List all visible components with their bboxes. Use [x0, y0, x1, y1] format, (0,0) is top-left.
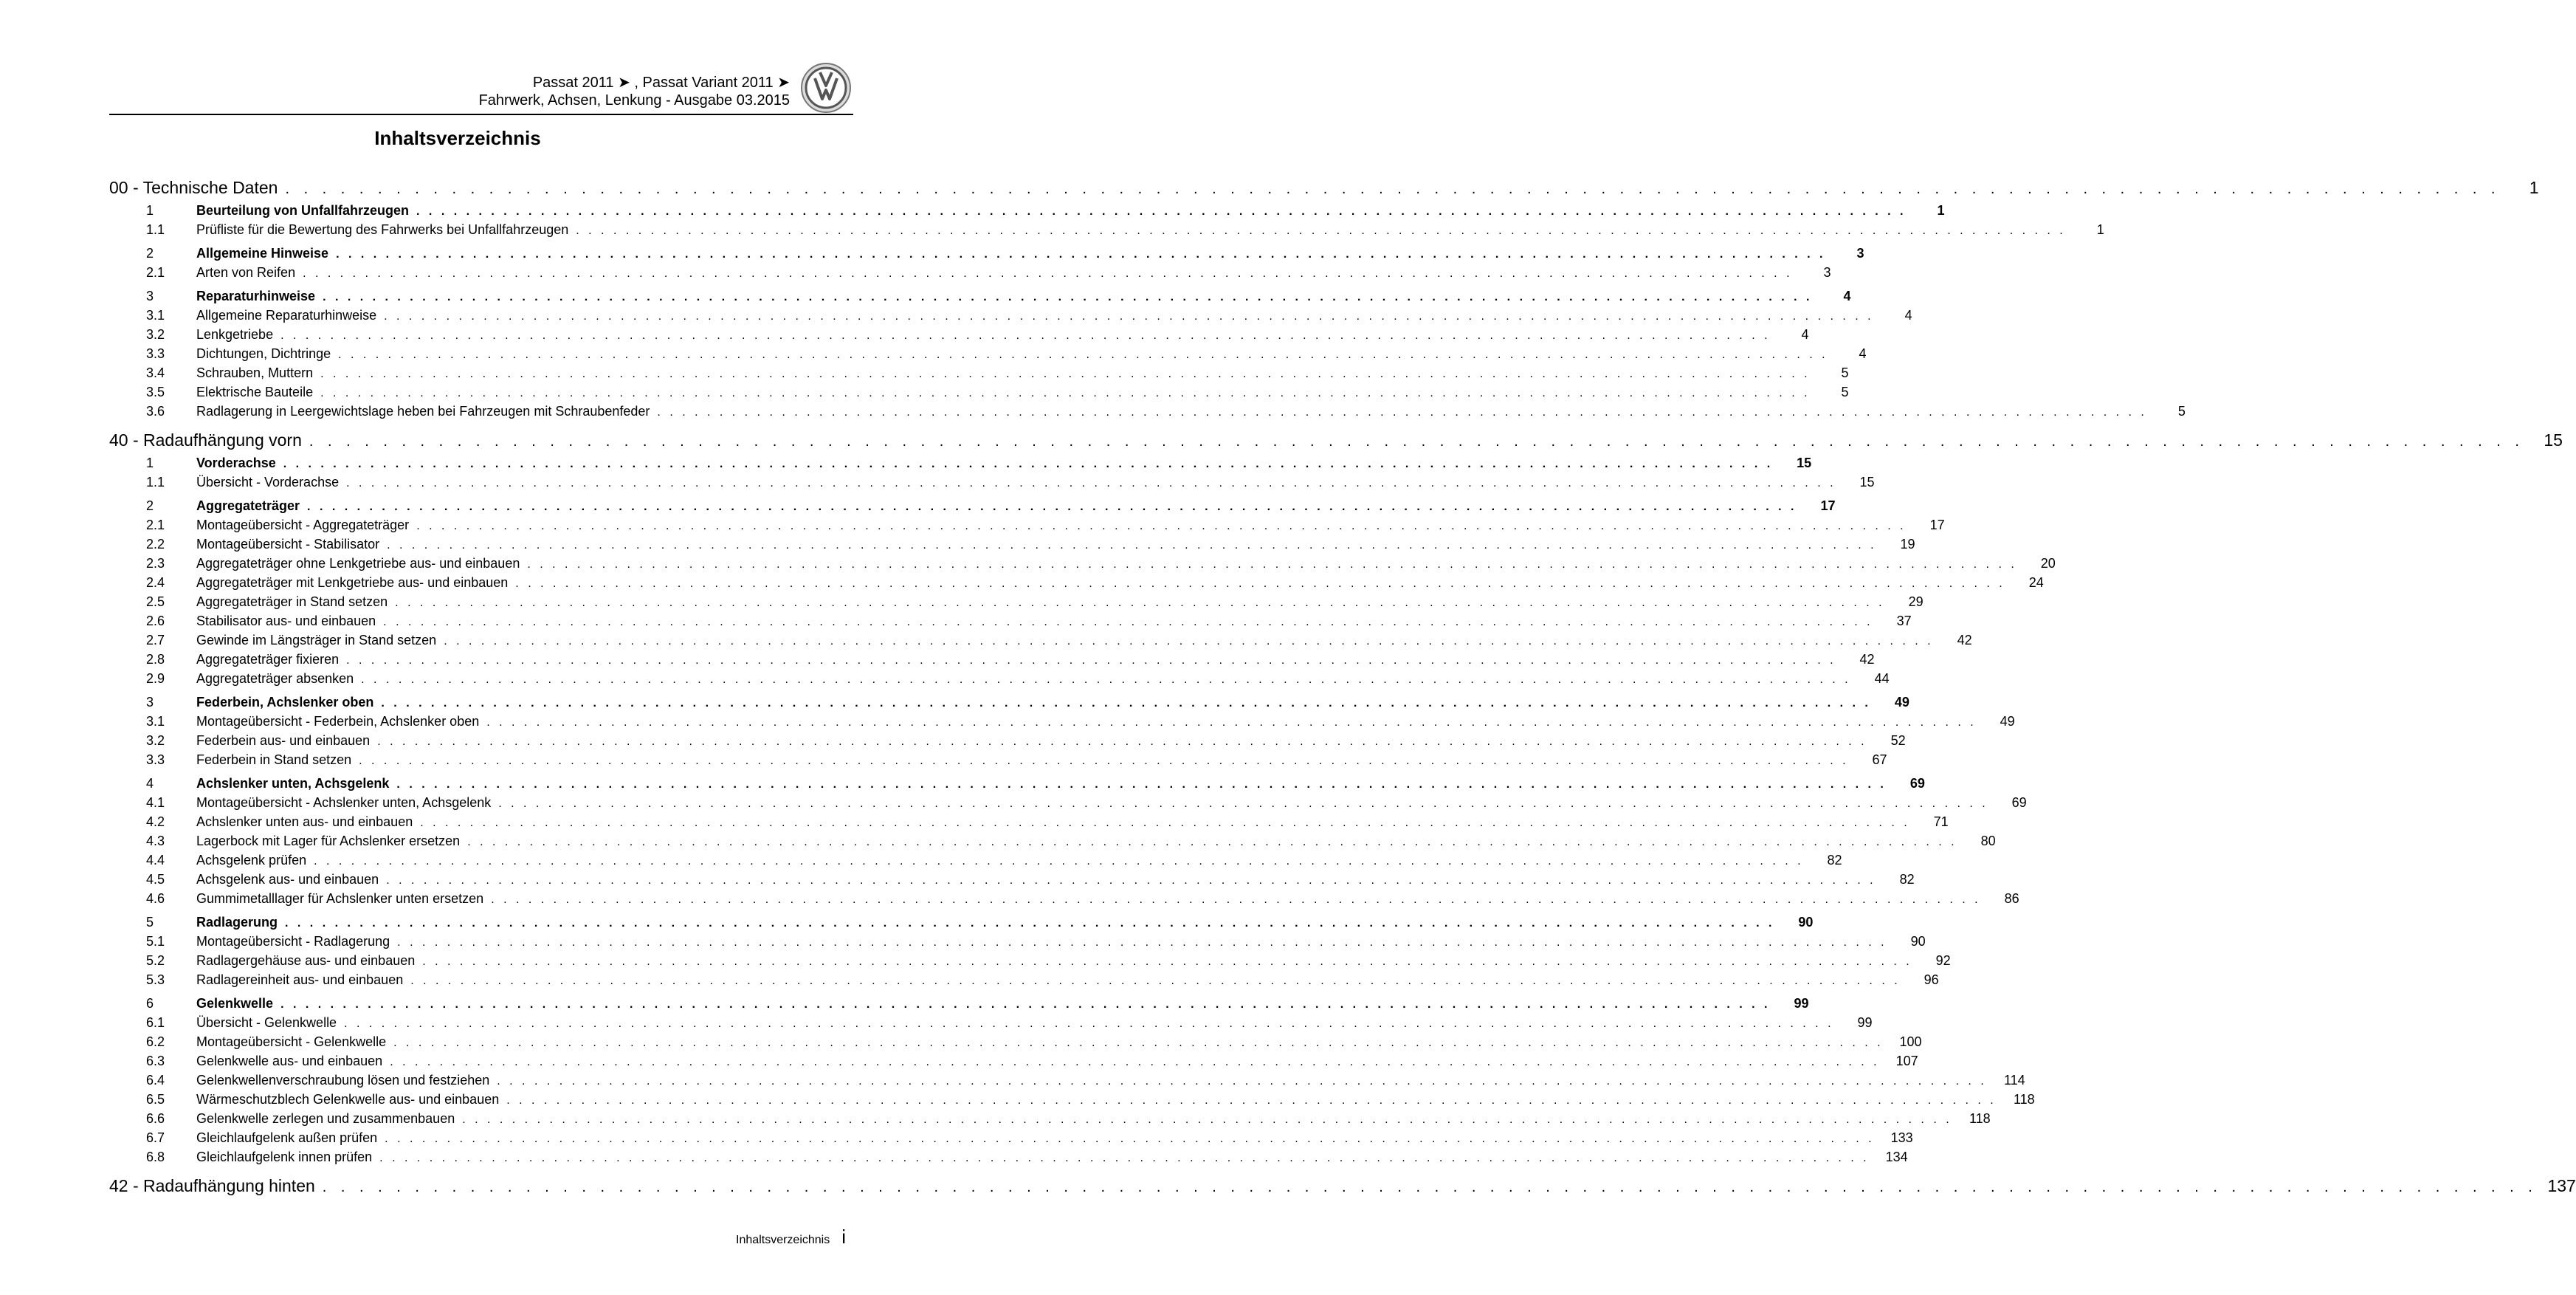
toc-entry[interactable]	[109, 694, 1909, 713]
toc-entry-number: 6	[146, 996, 154, 1011]
toc-entry-title: Gewinde im Längsträger in Stand setzen	[196, 633, 437, 648]
toc-entry[interactable]	[109, 833, 1996, 852]
toc-entry[interactable]	[109, 474, 1875, 493]
toc-dot-leader: . . . . . . . . . . . . . . . . . . . . . . . . . . . . . . . . . . . . . . . . . . . . . . . . . . . . . . . . . . . . . . . . . . . . . . . . . . . . . . . . . . . . . . . . . . . . . . . . . . . . . . . . . . . . . . . . . . . . . . . .	[491, 893, 1981, 906]
page-header	[109, 69, 853, 115]
toc-entry-page: 3	[1823, 265, 1831, 280]
toc-dot-leader: . . . . . . . . . . . . . . . . . . . . . . . . . . . . . . . . . . . . . . . . . . . . . . . . . . . . . . . . . . . . . . . . . . . . . . . . . . . . . . . . . . . . . . . . . . . . . . . . . . . . . . . . . . . . . . . . . . . . . . . .	[416, 205, 1907, 218]
toc-entry[interactable]	[109, 713, 2015, 732]
footer-label: Inhaltsverzeichnis	[736, 1234, 830, 1246]
toc-entry-page: 69	[1909, 776, 1925, 791]
toc-entry-page: 42	[1859, 652, 1875, 667]
toc-entry-number: 3.1	[146, 308, 165, 323]
header-manual-line: Fahrwerk, Achsen, Lenkung - Ausgabe 03.2015	[478, 92, 790, 109]
toc-dot-leader: . . . . . . . . . . . . . . . . . . . . . . . . . . . . . . . . . . . . . . . . . . . . . . . . . . . . . . . . . . . . . . . . . . . . . . . . . . . . . . . . . . . . . . . . . . . . . . . . . . . . . . . . . . . . . . . . . . . . . . . .	[314, 855, 1804, 868]
toc-entry-number: 5	[146, 915, 154, 930]
toc-entry[interactable]	[109, 972, 1939, 991]
toc-entry-page: 100	[1899, 1034, 1922, 1049]
toc-entry[interactable]	[109, 914, 1814, 933]
toc-entry-title: Gleichlaufgelenk innen prüfen	[196, 1150, 373, 1164]
toc-entry-page: 118	[1969, 1111, 1991, 1126]
toc-entry-page: 67	[1872, 752, 1887, 767]
toc-entry-number: 6.1	[146, 1015, 165, 1030]
toc-entry[interactable]	[109, 632, 1972, 651]
toc-entry[interactable]	[109, 536, 1915, 555]
toc-entry-page: 69	[2011, 795, 2027, 810]
toc-entry-title: 00 - Technische Daten	[109, 178, 278, 197]
toc-entry[interactable]	[109, 365, 1849, 384]
toc-entry-title: Radlagerung	[196, 915, 278, 930]
toc-entry[interactable]	[109, 794, 2027, 814]
toc-entry-number: 3	[146, 695, 154, 710]
toc-dot-leader: . . . . . . . . . . . . . . . . . . . . . . . . . . . . . . . . . . . . . . . . . . . . . . . . . . . . . . . . . . . . . . . . . . . . . . . . . . . . . . . . . . . . . . . . . . . . . . . . . . . . . . . . . . . . . . . . . . . . . . . .	[497, 1075, 1987, 1088]
toc-entry-number: 1.1	[146, 222, 165, 237]
toc-entry-title: Radlagergehäuse aus- und einbauen	[196, 953, 416, 968]
toc-dot-leader: . . . . . . . . . . . . . . . . . . . . . . . . . . . . . . . . . . . . . . . . . . . . . . . . . . . . . . . . . . . . . . . . . . . . . . . . . . . . . . . . . . . . . . . . . . . . . . . . . . . . . . . . . . . . . . . . . . . . . . . .	[322, 1179, 2538, 1195]
toc-entry[interactable]	[109, 1034, 1922, 1053]
toc-entry-title: Federbein in Stand setzen	[196, 752, 352, 767]
vw-logo-icon	[800, 62, 852, 114]
toc-entry-number: 3.2	[146, 733, 165, 748]
toc-entry-number: 4	[146, 776, 154, 791]
toc-entry-page: 5	[1841, 385, 1849, 399]
toc-entry-page: 5	[2177, 404, 2186, 419]
toc-dot-leader: . . . . . . . . . . . . . . . . . . . . . . . . . . . . . . . . . . . . . . . . . . . . . . . . . . . . . . . . . . . . . . . . . . . . . . . . . . . . . . . . . . . . . . . . . . . . . . . . . . . . . . . . . . . . . . . . . . . . . . . .	[320, 368, 1811, 380]
toc-dot-leader: . . . . . . . . . . . . . . . . . . . . . . . . . . . . . . . . . . . . . . . . . . . . . . . . . . . . . . . . . . . . . . . . . . . . . . . . . . . . . . . . . . . . . . . . . . . . . . . . . . . . . . . . . . . . . . . . . . . . . . . .	[379, 1152, 1870, 1164]
toc-entry[interactable]	[109, 933, 1926, 952]
toc-dot-leader: . . . . . . . . . . . . . . . . . . . . . . . . . . . . . . . . . . . . . . . . . . . . . . . . . . . . . . . . . . . . . . . . . . . . . . . . . . . . . . . . . . . . . . . . . . . . . . . . . . . . . . . . . . . . . . . . . . . . . . . .	[420, 817, 1910, 829]
toc-entry[interactable]	[109, 852, 1842, 871]
toc-entry-page: 24	[2028, 575, 2044, 590]
toc-entry[interactable]	[109, 670, 1890, 690]
toc-entry-number: 4.3	[146, 834, 165, 848]
toc-entry-number: 3.5	[146, 385, 165, 399]
toc-entry-page: 3	[1856, 246, 1864, 261]
toc-dot-leader: . . . . . . . . . . . . . . . . . . . . . . . . . . . . . . . . . . . . . . . . . . . . . . . . . . . . . . . . . . . . . . . . . . . . . . . . . . . . . . . . . . . . . . . . . . . . . . . . . . . . . . . . . . . . . . . . . . . . . . . .	[498, 797, 1988, 810]
toc-entry-page: 15	[1797, 456, 1812, 470]
toc-entry-title: Aggregateträger	[196, 498, 300, 513]
toc-dot-leader: . . . . . . . . . . . . . . . . . . . . . . . . . . . . . . . . . . . . . . . . . . . . . . . . . . . . . . . . . . . . . . . . . . . . . . . . . . . . . . . . . . . . . . . . . . . . . . . . . . . . . . . . . . . . . . . . . . . . . . . .	[390, 1056, 1880, 1068]
toc-dot-leader: . . . . . . . . . . . . . . . . . . . . . . . . . . . . . . . . . . . . . . . . . . . . . . . . . . . . . . . . . . . . . . . . . . . . . . . . . . . . . . . . . . . . . . . . . . . . . . . . . . . . . . . . . . . . . . . . . . . . . . . .	[385, 1133, 1875, 1145]
toc-entry-title: Gelenkwellenverschraubung lösen und festziehen	[196, 1073, 490, 1088]
toc-dot-leader: . . . . . . . . . . . . . . . . . . . . . . . . . . . . . . . . . . . . . . . . . . . . . . . . . . . . . . . . . . . . . . . . . . . . . . . . . . . . . . . . . . . . . . . . . . . . . . . . . . . . . . . . . . . . . . . . . . . . . . . .	[395, 597, 1885, 609]
toc-entry[interactable]	[109, 952, 1951, 972]
toc-dot-leader: . . . . . . . . . . . . . . . . . . . . . . . . . . . . . . . . . . . . . . . . . . . . . . . . . . . . . . . . . . . . . . . . . . . . . . . . . . . . . . . . . . . . . . . . . . . . . . . . . . . . . . . . . . . . . . . . . . . . . . . .	[320, 387, 1811, 399]
toc-entry-page: 5	[1841, 365, 1849, 380]
toc-entry-number: 6.7	[146, 1130, 165, 1145]
toc-entry-page: 137	[2547, 1176, 2576, 1195]
toc-dot-leader: . . . . . . . . . . . . . . . . . . . . . . . . . . . . . . . . . . . . . . . . . . . . . . . . . . . . . . . . . . . . . . . . . . . . . . . . . . . . . . . . . . . . . . . . . . . . . . . . . . . . . . . . . . . . . . . . . . . . . . . .	[527, 558, 2017, 571]
toc-entry-title: Reparaturhinweise	[196, 289, 316, 303]
toc-entry-page: 90	[1798, 915, 1814, 930]
toc-entry-title: Gelenkwelle aus- und einbauen	[196, 1054, 383, 1068]
toc-entry-page: 49	[2000, 714, 2015, 729]
toc-dot-leader: . . . . . . . . . . . . . . . . . . . . . . . . . . . . . . . . . . . . . . . . . . . . . . . . . . . . . . . . . . . . . . . . . . . . . . . . . . . . . . . . . . . . . . . . . . . . . . . . . . . . . . . . . . . . . . . . . . . . . . . .	[280, 998, 1771, 1011]
toc-entry-title: Stabilisator aus- und einbauen	[196, 614, 376, 628]
toc-entry-page: 17	[1820, 498, 1836, 513]
toc-entry-title: Wärmeschutzblech Gelenkwelle aus- und einbauen	[196, 1092, 500, 1107]
toc-entry-page: 92	[1935, 953, 1951, 968]
toc-entry-title: Lenkgetriebe	[196, 327, 274, 342]
page-title: Inhaltsverzeichnis	[374, 127, 541, 149]
toc-entry-page: 114	[2004, 1073, 2025, 1088]
toc-entry-page: 96	[1924, 972, 1939, 987]
toc-dot-leader: . . . . . . . . . . . . . . . . . . . . . . . . . . . . . . . . . . . . . . . . . . . . . . . . . . . . . . . . . . . . . . . . . . . . . . . . . . . . . . . . . . . . . . . . . . . . . . . . . . . . . . . . . . . . . . . . . . . . . . . .	[361, 673, 1851, 686]
toc-entry-page: 49	[1894, 695, 1909, 710]
toc-entry-number: 2.1	[146, 518, 165, 532]
toc-entry-number: 2.8	[146, 652, 165, 667]
toc-entry-title: Übersicht - Vorderachse	[196, 475, 340, 490]
toc-entry-page: 37	[1896, 614, 1912, 628]
toc-entry[interactable]	[109, 594, 1924, 613]
toc-dot-leader: . . . . . . . . . . . . . . . . . . . . . . . . . . . . . . . . . . . . . . . . . . . . . . . . . . . . . . . . . . . . . . . . . . . . . . . . . . . . . . . . . . . . . . . . . . . . . . . . . . . . . . . . . . . . . . . . . . . . . . . .	[309, 433, 2524, 450]
toc-entry[interactable]	[109, 871, 1915, 890]
toc-entry[interactable]	[109, 176, 2539, 202]
toc-entry-title: Aggregateträger in Stand setzen	[196, 594, 388, 609]
toc-dot-leader: . . . . . . . . . . . . . . . . . . . . . . . . . . . . . . . . . . . . . . . . . . . . . . . . . . . . . . . . . . . . . . . . . . . . . . . . . . . . . . . . . . . . . . . . . . . . . . . . . . . . . . . . . . . . . . . . . . . . . . . .	[323, 291, 1813, 303]
toc-entry-number: 1.1	[146, 475, 165, 490]
toc-entry-title: Achslenker unten, Achsgelenk	[196, 776, 390, 791]
toc-entry-title: Vorderachse	[196, 456, 276, 470]
toc-entry-page: 99	[1857, 1015, 1873, 1030]
toc-entry-number: 6.6	[146, 1111, 165, 1126]
toc-entry-title: Prüfliste für die Bewertung des Fahrwerks bei Unfallfahrzeugen	[196, 222, 569, 237]
toc-entry-number: 6.4	[146, 1073, 165, 1088]
toc-dot-leader: . . . . . . . . . . . . . . . . . . . . . . . . . . . . . . . . . . . . . . . . . . . . . . . . . . . . . . . . . . . . . . . . . . . . . . . . . . . . . . . . . . . . . . . . . . . . . . . . . . . . . . . . . . . . . . . . . . . . . . . .	[386, 874, 1876, 887]
toc-entry-number: 6.8	[146, 1150, 165, 1164]
toc-entry-number: 2	[146, 498, 154, 513]
toc-entry-title: Schrauben, Muttern	[196, 365, 314, 380]
toc-entry-number: 2.4	[146, 575, 165, 590]
toc-entry-title: Achsgelenk aus- und einbauen	[196, 872, 379, 887]
toc-entry-title: Elektrische Bauteile	[196, 385, 314, 399]
toc-entry[interactable]	[109, 264, 1831, 284]
toc-entry-title: 42 - Radaufhängung hinten	[109, 1176, 315, 1195]
toc-entry-page: 133	[1890, 1130, 1913, 1145]
toc-entry-title: Allgemeine Reparaturhinweise	[196, 308, 377, 323]
toc-entry-number: 3.6	[146, 404, 165, 419]
toc-dot-leader: . . . . . . . . . . . . . . . . . . . . . . . . . . . . . . . . . . . . . . . . . . . . . . . . . . . . . . . . . . . . . . . . . . . . . . . . . . . . . . . . . . . . . . . . . . . . . . . . . . . . . . . . . . . . . . . . . . . . . . . .	[285, 181, 2501, 197]
toc-dot-leader: . . . . . . . . . . . . . . . . . . . . . . . . . . . . . . . . . . . . . . . . . . . . . . . . . . . . . . . . . . . . . . . . . . . . . . . . . . . . . . . . . . . . . . . . . . . . . . . . . . . . . . . . . . . . . . . . . . . . . . . .	[387, 539, 1877, 552]
toc-entry-page: 42	[1957, 633, 1972, 648]
toc-entry-page: 15	[2544, 430, 2563, 450]
toc-entry-number: 3.2	[146, 327, 165, 342]
toc-entry[interactable]	[109, 1110, 1991, 1130]
toc-entry-number: 2.5	[146, 594, 165, 609]
toc-entry-number: 4.5	[146, 872, 165, 887]
toc-dot-leader: . . . . . . . . . . . . . . . . . . . . . . . . . . . . . . . . . . . . . . . . . . . . . . . . . . . . . . . . . . . . . . . . . . . . . . . . . . . . . . . . . . . . . . . . . . . . . . . . . . . . . . . . . . . . . . . . . . . . . . . .	[336, 248, 1826, 261]
toc-entry[interactable]	[109, 245, 1864, 264]
toc-entry-number: 4.4	[146, 853, 165, 868]
toc-dot-leader: . . . . . . . . . . . . . . . . . . . . . . . . . . . . . . . . . . . . . . . . . . . . . . . . . . . . . . . . . . . . . . . . . . . . . . . . . . . . . . . . . . . . . . . . . . . . . . . . . . . . . . . . . . . . . . . . . . . . . . . .	[285, 917, 1775, 930]
toc-dot-leader: . . . . . . . . . . . . . . . . . . . . . . . . . . . . . . . . . . . . . . . . . . . . . . . . . . . . . . . . . . . . . . . . . . . . . . . . . . . . . . . . . . . . . . . . . . . . . . . . . . . . . . . . . . . . . . . . . . . . . . . .	[359, 755, 1849, 767]
toc-entry-page: 71	[1933, 814, 1949, 829]
toc-entry[interactable]	[109, 517, 1945, 536]
toc-entry-title: 40 - Radaufhängung vorn	[109, 430, 302, 450]
toc-entry[interactable]	[109, 732, 1906, 752]
toc-entry[interactable]	[109, 498, 1836, 517]
toc-dot-leader: . . . . . . . . . . . . . . . . . . . . . . . . . . . . . . . . . . . . . . . . . . . . . . . . . . . . . . . . . . . . . . . . . . . . . . . . . . . . . . . . . . . . . . . . . . . . . . . . . . . . . . . . . . . . . . . . . . . . . . . .	[384, 310, 1874, 323]
toc-entry[interactable]	[109, 574, 2044, 594]
toc-entry-page: 52	[1890, 733, 1906, 748]
toc-entry[interactable]	[109, 346, 1867, 365]
toc-entry-title: Achslenker unten aus- und einbauen	[196, 814, 413, 829]
toc-dot-leader: . . . . . . . . . . . . . . . . . . . . . . . . . . . . . . . . . . . . . . . . . . . . . . . . . . . . . . . . . . . . . . . . . . . . . . . . . . . . . . . . . . . . . . . . . . . . . . . . . . . . . . . . . . . . . . . . . . . . . . . .	[338, 348, 1828, 361]
toc-entry-number: 2.6	[146, 614, 165, 628]
toc-entry-number: 5.3	[146, 972, 165, 987]
toc-entry-title: Montageübersicht - Aggregateträger	[196, 518, 410, 532]
toc-entry-number: 1	[146, 203, 154, 218]
toc-dot-leader: . . . . . . . . . . . . . . . . . . . . . . . . . . . . . . . . . . . . . . . . . . . . . . . . . . . . . . . . . . . . . . . . . . . . . . . . . . . . . . . . . . . . . . . . . . . . . . . . . . . . . . . . . . . . . . . . . . . . . . . .	[486, 716, 1977, 729]
toc-dot-leader: . . . . . . . . . . . . . . . . . . . . . . . . . . . . . . . . . . . . . . . . . . . . . . . . . . . . . . . . . . . . . . . . . . . . . . . . . . . . . . . . . . . . . . . . . . . . . . . . . . . . . . . . . . . . . . . . . . . . . . . .	[515, 577, 2005, 590]
toc-entry-title: Allgemeine Hinweise	[196, 246, 329, 261]
toc-entry-page: 15	[1859, 475, 1875, 490]
toc-entry-page: 4	[1801, 327, 1809, 342]
toc-dot-leader: . . . . . . . . . . . . . . . . . . . . . . . . . . . . . . . . . . . . . . . . . . . . . . . . . . . . . . . . . . . . . . . . . . . . . . . . . . . . . . . . . . . . . . . . . . . . . . . . . . . . . . . . . . . . . . . . . . . . . . . .	[506, 1094, 1997, 1107]
toc-entry-number: 3.1	[146, 714, 165, 729]
toc-entry-title: Dichtungen, Dichtringe	[196, 346, 331, 361]
toc-entry[interactable]	[109, 384, 1849, 403]
toc-entry-page: 1	[2529, 178, 2539, 197]
toc-dot-leader: . . . . . . . . . . . . . . . . . . . . . . . . . . . . . . . . . . . . . . . . . . . . . . . . . . . . . . . . . . . . . . . . . . . . . . . . . . . . . . . . . . . . . . . . . . . . . . . . . . . . . . . . . . . . . . . . . . . . . . . .	[377, 735, 1867, 748]
toc-entry-title: Montageübersicht - Radlagerung	[196, 934, 390, 949]
toc-entry[interactable]	[109, 1130, 1913, 1149]
toc-entry-page: 4	[1843, 289, 1851, 303]
toc-entry-page: 86	[2004, 891, 2019, 906]
toc-entry-number: 3.3	[146, 346, 165, 361]
toc-entry-number: 2	[146, 246, 154, 261]
toc-dot-leader: . . . . . . . . . . . . . . . . . . . . . . . . . . . . . . . . . . . . . . . . . . . . . . . . . . . . . . . . . . . . . . . . . . . . . . . . . . . . . . . . . . . . . . . . . . . . . . . . . . . . . . . . . . . . . . . . . . . . . . . .	[383, 616, 1873, 628]
toc-entry-number: 3.4	[146, 365, 165, 380]
toc-dot-leader: . . . . . . . . . . . . . . . . . . . . . . . . . . . . . . . . . . . . . . . . . . . . . . . . . . . . . . . . . . . . . . . . . . . . . . . . . . . . . . . . . . . . . . . . . . . . . . . . . . . . . . . . . . . . . . . . . . . . . . . .	[467, 836, 1957, 848]
toc-entry-page: 4	[1904, 308, 1912, 323]
page-footer	[736, 1226, 846, 1248]
toc-entry-number: 2.2	[146, 537, 165, 552]
toc-dot-leader: . . . . . . . . . . . . . . . . . . . . . . . . . . . . . . . . . . . . . . . . . . . . . . . . . . . . . . . . . . . . . . . . . . . . . . . . . . . . . . . . . . . . . . . . . . . . . . . . . . . . . . . . . . . . . . . . . . . . . . . .	[307, 501, 1797, 513]
toc-entry-number: 2.9	[146, 671, 165, 686]
toc-dot-leader: . . . . . . . . . . . . . . . . . . . . . . . . . . . . . . . . . . . . . . . . . . . . . . . . . . . . . . . . . . . . . . . . . . . . . . . . . . . . . . . . . . . . . . . . . . . . . . . . . . . . . . . . . . . . . . . . . . . . . . . .	[422, 955, 1912, 968]
toc-entry[interactable]	[109, 288, 1851, 307]
toc-entry-page: 4	[1859, 346, 1867, 361]
toc-entry[interactable]	[109, 1174, 2576, 1200]
toc-entry-page: 20	[2040, 556, 2056, 571]
toc-entry[interactable]	[109, 814, 1949, 833]
toc-entry-title: Gummimetalllager für Achslenker unten ersetzen	[196, 891, 484, 906]
toc-dot-leader: . . . . . . . . . . . . . . . . . . . . . . . . . . . . . . . . . . . . . . . . . . . . . . . . . . . . . . . . . . . . . . . . . . . . . . . . . . . . . . . . . . . . . . . . . . . . . . . . . . . . . . . . . . . . . . . . . . . . . . . .	[283, 458, 1774, 470]
toc-dot-leader: . . . . . . . . . . . . . . . . . . . . . . . . . . . . . . . . . . . . . . . . . . . . . . . . . . . . . . . . . . . . . . . . . . . . . . . . . . . . . . . . . . . . . . . . . . . . . . . . . . . . . . . . . . . . . . . . . . . . . . . .	[344, 1017, 1834, 1030]
toc-entry-title: Beurteilung von Unfallfahrzeugen	[196, 203, 410, 218]
toc-entry-title: Gelenkwelle	[196, 996, 274, 1011]
toc-entry[interactable]	[109, 890, 2019, 910]
toc-entry[interactable]	[109, 1149, 1908, 1168]
toc-entry[interactable]	[109, 428, 2563, 455]
toc-entry[interactable]	[109, 1091, 2035, 1110]
header-model-line: Passat 2011 ➤ , Passat Variant 2011 ➤	[532, 75, 790, 91]
toc-dot-leader: . . . . . . . . . . . . . . . . . . . . . . . . . . . . . . . . . . . . . . . . . . . . . . . . . . . . . . . . . . . . . . . . . . . . . . . . . . . . . . . . . . . . . . . . . . . . . . . . . . . . . . . . . . . . . . . . . . . . . . . .	[410, 975, 1901, 987]
toc-dot-leader: . . . . . . . . . . . . . . . . . . . . . . . . . . . . . . . . . . . . . . . . . . . . . . . . . . . . . . . . . . . . . . . . . . . . . . . . . . . . . . . . . . . . . . . . . . . . . . . . . . . . . . . . . . . . . . . . . . . . . . . .	[657, 406, 2147, 419]
toc-entry-number: 2.1	[146, 265, 165, 280]
toc-entry-title: Achsgelenk prüfen	[196, 853, 307, 868]
toc-dot-leader: . . . . . . . . . . . . . . . . . . . . . . . . . . . . . . . . . . . . . . . . . . . . . . . . . . . . . . . . . . . . . . . . . . . . . . . . . . . . . . . . . . . . . . . . . . . . . . . . . . . . . . . . . . . . . . . . . . . . . . . .	[393, 1037, 1884, 1049]
toc-entry-title: Montageübersicht - Achslenker unten, Achsgelenk	[196, 795, 492, 810]
toc-dot-leader: . . . . . . . . . . . . . . . . . . . . . . . . . . . . . . . . . . . . . . . . . . . . . . . . . . . . . . . . . . . . . . . . . . . . . . . . . . . . . . . . . . . . . . . . . . . . . . . . . . . . . . . . . . . . . . . . . . . . . . . .	[346, 654, 1836, 667]
toc-entry[interactable]	[109, 613, 1912, 632]
toc-entry-title: Radlagerung in Leergewichtslage heben bei Fahrzeugen mit Schraubenfeder	[196, 404, 650, 419]
toc-entry-title: Radlagereinheit aus- und einbauen	[196, 972, 404, 987]
toc-entry-page: 1	[1937, 203, 1945, 218]
toc-entry-number: 6.2	[146, 1034, 165, 1049]
table-of-contents	[109, 176, 2576, 1200]
toc-entry-page: 82	[1827, 853, 1842, 868]
toc-entry-title: Montageübersicht - Federbein, Achslenker oben	[196, 714, 480, 729]
toc-entry[interactable]	[109, 1014, 1873, 1034]
toc-dot-leader: . . . . . . . . . . . . . . . . . . . . . . . . . . . . . . . . . . . . . . . . . . . . . . . . . . . . . . . . . . . . . . . . . . . . . . . . . . . . . . . . . . . . . . . . . . . . . . . . . . . . . . . . . . . . . . . . . . . . . . . .	[444, 635, 1934, 648]
toc-dot-leader: . . . . . . . . . . . . . . . . . . . . . . . . . . . . . . . . . . . . . . . . . . . . . . . . . . . . . . . . . . . . . . . . . . . . . . . . . . . . . . . . . . . . . . . . . . . . . . . . . . . . . . . . . . . . . . . . . . . . . . . .	[346, 477, 1836, 490]
toc-dot-leader: . . . . . . . . . . . . . . . . . . . . . . . . . . . . . . . . . . . . . . . . . . . . . . . . . . . . . . . . . . . . . . . . . . . . . . . . . . . . . . . . . . . . . . . . . . . . . . . . . . . . . . . . . . . . . . . . . . . . . . . .	[303, 267, 1793, 280]
toc-entry-number: 2.3	[146, 556, 165, 571]
toc-entry-title: Gleichlaufgelenk außen prüfen	[196, 1130, 378, 1145]
toc-entry[interactable]	[109, 202, 1945, 221]
toc-entry-page: 19	[1900, 537, 1915, 552]
footer-page-number: i	[841, 1226, 846, 1248]
toc-entry[interactable]	[109, 995, 1809, 1014]
toc-entry-page: 118	[2013, 1092, 2035, 1107]
toc-dot-leader: . . . . . . . . . . . . . . . . . . . . . . . . . . . . . . . . . . . . . . . . . . . . . . . . . . . . . . . . . . . . . . . . . . . . . . . . . . . . . . . . . . . . . . . . . . . . . . . . . . . . . . . . . . . . . . . . . . . . . . . .	[381, 697, 1871, 710]
toc-entry[interactable]	[109, 1072, 2025, 1091]
toc-entry[interactable]	[109, 403, 2186, 422]
toc-entry-number: 2.7	[146, 633, 165, 648]
toc-entry-title: Gelenkwelle zerlegen und zusammenbauen	[196, 1111, 455, 1126]
toc-entry-page: 44	[1874, 671, 1890, 686]
toc-entry-title: Übersicht - Gelenkwelle	[196, 1015, 337, 1030]
toc-entry-number: 4.2	[146, 814, 165, 829]
toc-entry-page: 17	[1929, 518, 1945, 532]
toc-entry-page: 107	[1895, 1054, 1918, 1068]
toc-entry-title: Aggregateträger mit Lenkgetriebe aus- und einbauen	[196, 575, 509, 590]
toc-entry-number: 5.2	[146, 953, 165, 968]
toc-entry-title: Aggregateträger absenken	[196, 671, 354, 686]
toc-entry-page: 99	[1794, 996, 1809, 1011]
toc-entry-page: 82	[1899, 872, 1915, 887]
toc-entry-title: Aggregateträger fixieren	[196, 652, 340, 667]
toc-entry[interactable]	[109, 221, 2104, 241]
toc-entry-page: 80	[1980, 834, 1996, 848]
toc-entry[interactable]	[109, 307, 1912, 326]
toc-entry-number: 1	[146, 456, 154, 470]
toc-entry[interactable]	[109, 1053, 1918, 1072]
toc-entry-title: Federbein, Achslenker oben	[196, 695, 374, 710]
toc-entry-title: Aggregateträger ohne Lenkgetriebe aus- und einbauen	[196, 556, 520, 571]
toc-entry[interactable]	[109, 555, 2056, 574]
toc-entry-title: Montageübersicht - Stabilisator	[196, 537, 380, 552]
toc-entry-number: 3	[146, 289, 154, 303]
toc-dot-leader: . . . . . . . . . . . . . . . . . . . . . . . . . . . . . . . . . . . . . . . . . . . . . . . . . . . . . . . . . . . . . . . . . . . . . . . . . . . . . . . . . . . . . . . . . . . . . . . . . . . . . . . . . . . . . . . . . . . . . . . .	[397, 936, 1887, 949]
toc-entry-page: 29	[1908, 594, 1924, 609]
toc-entry[interactable]	[109, 326, 1809, 346]
toc-dot-leader: . . . . . . . . . . . . . . . . . . . . . . . . . . . . . . . . . . . . . . . . . . . . . . . . . . . . . . . . . . . . . . . . . . . . . . . . . . . . . . . . . . . . . . . . . . . . . . . . . . . . . . . . . . . . . . . . . . . . . . . .	[462, 1113, 1952, 1126]
toc-entry-number: 6.3	[146, 1054, 165, 1068]
toc-entry-title: Arten von Reifen	[196, 265, 296, 280]
toc-entry-number: 6.5	[146, 1092, 165, 1107]
toc-entry-page: 134	[1885, 1150, 1908, 1164]
toc-entry-page: 90	[1910, 934, 1926, 949]
toc-entry[interactable]	[109, 455, 1812, 474]
toc-entry-title: Lagerbock mit Lager für Achslenker ersetzen	[196, 834, 461, 848]
toc-dot-leader: . . . . . . . . . . . . . . . . . . . . . . . . . . . . . . . . . . . . . . . . . . . . . . . . . . . . . . . . . . . . . . . . . . . . . . . . . . . . . . . . . . . . . . . . . . . . . . . . . . . . . . . . . . . . . . . . . . . . . . . .	[416, 520, 1907, 532]
toc-dot-leader: . . . . . . . . . . . . . . . . . . . . . . . . . . . . . . . . . . . . . . . . . . . . . . . . . . . . . . . . . . . . . . . . . . . . . . . . . . . . . . . . . . . . . . . . . . . . . . . . . . . . . . . . . . . . . . . . . . . . . . . .	[396, 778, 1887, 791]
toc-entry[interactable]	[109, 651, 1875, 670]
toc-entry[interactable]	[109, 775, 1925, 794]
toc-entry-number: 4.6	[146, 891, 165, 906]
toc-entry-page: 1	[2096, 222, 2104, 237]
toc-entry-number: 4.1	[146, 795, 165, 810]
toc-entry-title: Federbein aus- und einbauen	[196, 733, 371, 748]
toc-entry-number: 5.1	[146, 934, 165, 949]
toc-entry[interactable]	[109, 752, 1887, 771]
toc-entry-title: Montageübersicht - Gelenkwelle	[196, 1034, 387, 1049]
toc-dot-leader: . . . . . . . . . . . . . . . . . . . . . . . . . . . . . . . . . . . . . . . . . . . . . . . . . . . . . . . . . . . . . . . . . . . . . . . . . . . . . . . . . . . . . . . . . . . . . . . . . . . . . . . . . . . . . . . . . . . . . . . .	[576, 224, 2066, 237]
toc-entry-number: 3.3	[146, 752, 165, 767]
toc-dot-leader: . . . . . . . . . . . . . . . . . . . . . . . . . . . . . . . . . . . . . . . . . . . . . . . . . . . . . . . . . . . . . . . . . . . . . . . . . . . . . . . . . . . . . . . . . . . . . . . . . . . . . . . . . . . . . . . . . . . . . . . .	[280, 329, 1771, 342]
